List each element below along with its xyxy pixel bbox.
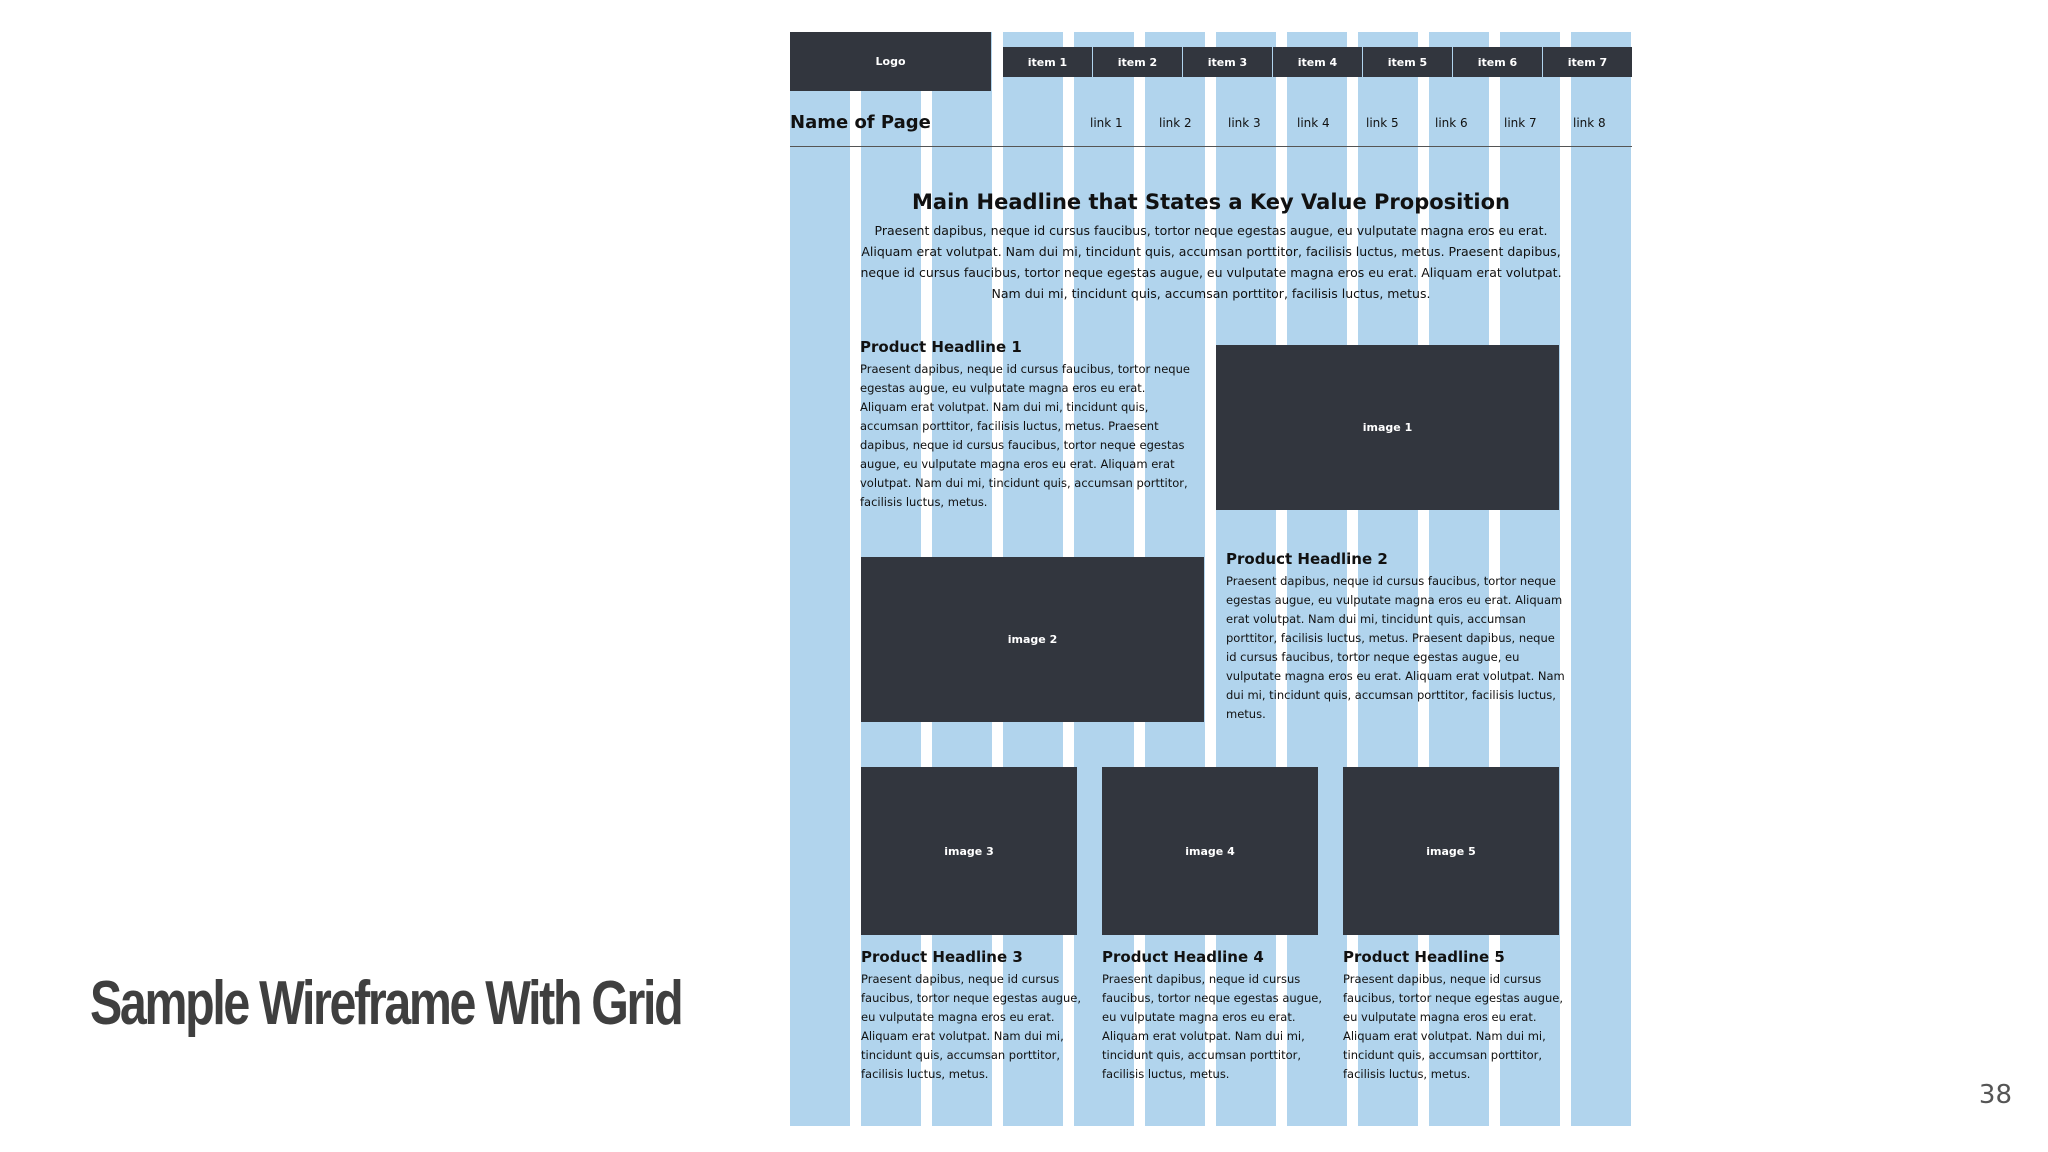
- product-body-2: Praesent dapibus, neque id cursus faucibus, tortor neque egestas augue, eu vulputate magna eros eu erat. Aliquam erat volutpat. Nam dui mi, tincidunt quis, accumsan porttitor, facilisis luctus, metus. Praesent dapibus, neque id cursus faucibus, tortor neque egestas augue, eu vulputate magna eros eu erat. Aliquam erat volutpat. Nam dui mi, tincidunt quis, accumsan porttitor, facilisis luctus, metus.: [1226, 574, 1565, 721]
- link-4: link 4: [1297, 116, 1330, 130]
- secondary-links: [1090, 116, 1632, 136]
- link-2: link 2: [1159, 116, 1192, 130]
- image-1-placeholder: image 1: [1216, 345, 1559, 510]
- product-headline-2: Product Headline 2: [1226, 550, 1388, 568]
- nav-item-6: item 6: [1452, 47, 1542, 77]
- nav-item-3: item 3: [1182, 47, 1272, 77]
- nav-item-2: item 2: [1092, 47, 1182, 77]
- product-body-5: Praesent dapibus, neque id cursus faucibus, tortor neque egestas augue, eu vulputate magna eros eu erat. Aliquam erat volutpat. Nam dui mi, tincidunt quis, accumsan porttitor, facilisis luctus, metus.: [1343, 972, 1563, 1081]
- logo-block: Logo: [790, 32, 991, 91]
- product-headline-3: Product Headline 3: [861, 948, 1023, 966]
- image-5-placeholder: image 5: [1343, 767, 1559, 935]
- product-body-3: Praesent dapibus, neque id cursus faucibus, tortor neque egestas augue, eu vulputate magna eros eu erat. Aliquam erat volutpat. Nam dui mi, tincidunt quis, accumsan porttitor, facilisis luctus, metus.: [861, 972, 1081, 1081]
- nav-item-5: item 5: [1362, 47, 1452, 77]
- main-headline: Main Headline that States a Key Value Proposition: [912, 190, 1510, 214]
- image-4-placeholder: image 4: [1102, 767, 1318, 935]
- main-body-text: Praesent dapibus, neque id cursus faucibus, tortor neque egestas augue, eu vulputate magna eros eu erat. Aliquam erat volutpat. Nam dui mi, tincidunt quis, accumsan porttitor, facilisis luctus, metus. Praesent dapibus, neque id cursus faucibus, tortor neque egestas augue, eu vulputate magna eros eu erat. Aliquam erat volutpat. Nam dui mi, tincidunt quis, accumsan porttitor, facilisis luctus, metus.: [860, 223, 1562, 301]
- product-body-4: Praesent dapibus, neque id cursus faucibus, tortor neque egestas augue, eu vulputate magna eros eu erat. Aliquam erat volutpat. Nam dui mi, tincidunt quis, accumsan porttitor, facilisis luctus, metus.: [1102, 972, 1322, 1081]
- product-headline-1: Product Headline 1: [860, 338, 1022, 356]
- link-1: link 1: [1090, 116, 1123, 130]
- nav-item-1: item 1: [1003, 47, 1092, 77]
- header-divider: [790, 146, 1632, 147]
- link-5: link 5: [1366, 116, 1399, 130]
- page-name: Name of Page: [790, 112, 931, 133]
- image-3-placeholder: image 3: [861, 767, 1077, 935]
- nav-item-7: item 7: [1542, 47, 1632, 77]
- nav-item-4: item 4: [1272, 47, 1362, 77]
- image-2-placeholder: image 2: [861, 557, 1204, 722]
- link-3: link 3: [1228, 116, 1261, 130]
- wireframe-image: [790, 32, 1632, 1126]
- top-nav: [1003, 47, 1632, 77]
- link-6: link 6: [1435, 116, 1468, 130]
- link-8: link 8: [1573, 116, 1606, 130]
- slide-title: Sample Wireframe With Grid: [90, 969, 682, 1038]
- product-headline-5: Product Headline 5: [1343, 948, 1505, 966]
- product-headline-4: Product Headline 4: [1102, 948, 1264, 966]
- slide-number: 38: [1978, 1080, 2012, 1110]
- product-body-1: Praesent dapibus, neque id cursus faucibus, tortor neque egestas augue, eu vulputate magna eros eu erat. Aliquam erat volutpat. Nam dui mi, tincidunt quis, accumsan porttitor, facilisis luctus, metus. Praesent dapibus, neque id cursus faucibus, tortor neque egestas augue, eu vulputate magna eros eu erat. Aliquam erat volutpat. Nam dui mi, tincidunt quis, accumsan porttitor, facilisis luctus, metus.: [860, 362, 1190, 509]
- link-7: link 7: [1504, 116, 1537, 130]
